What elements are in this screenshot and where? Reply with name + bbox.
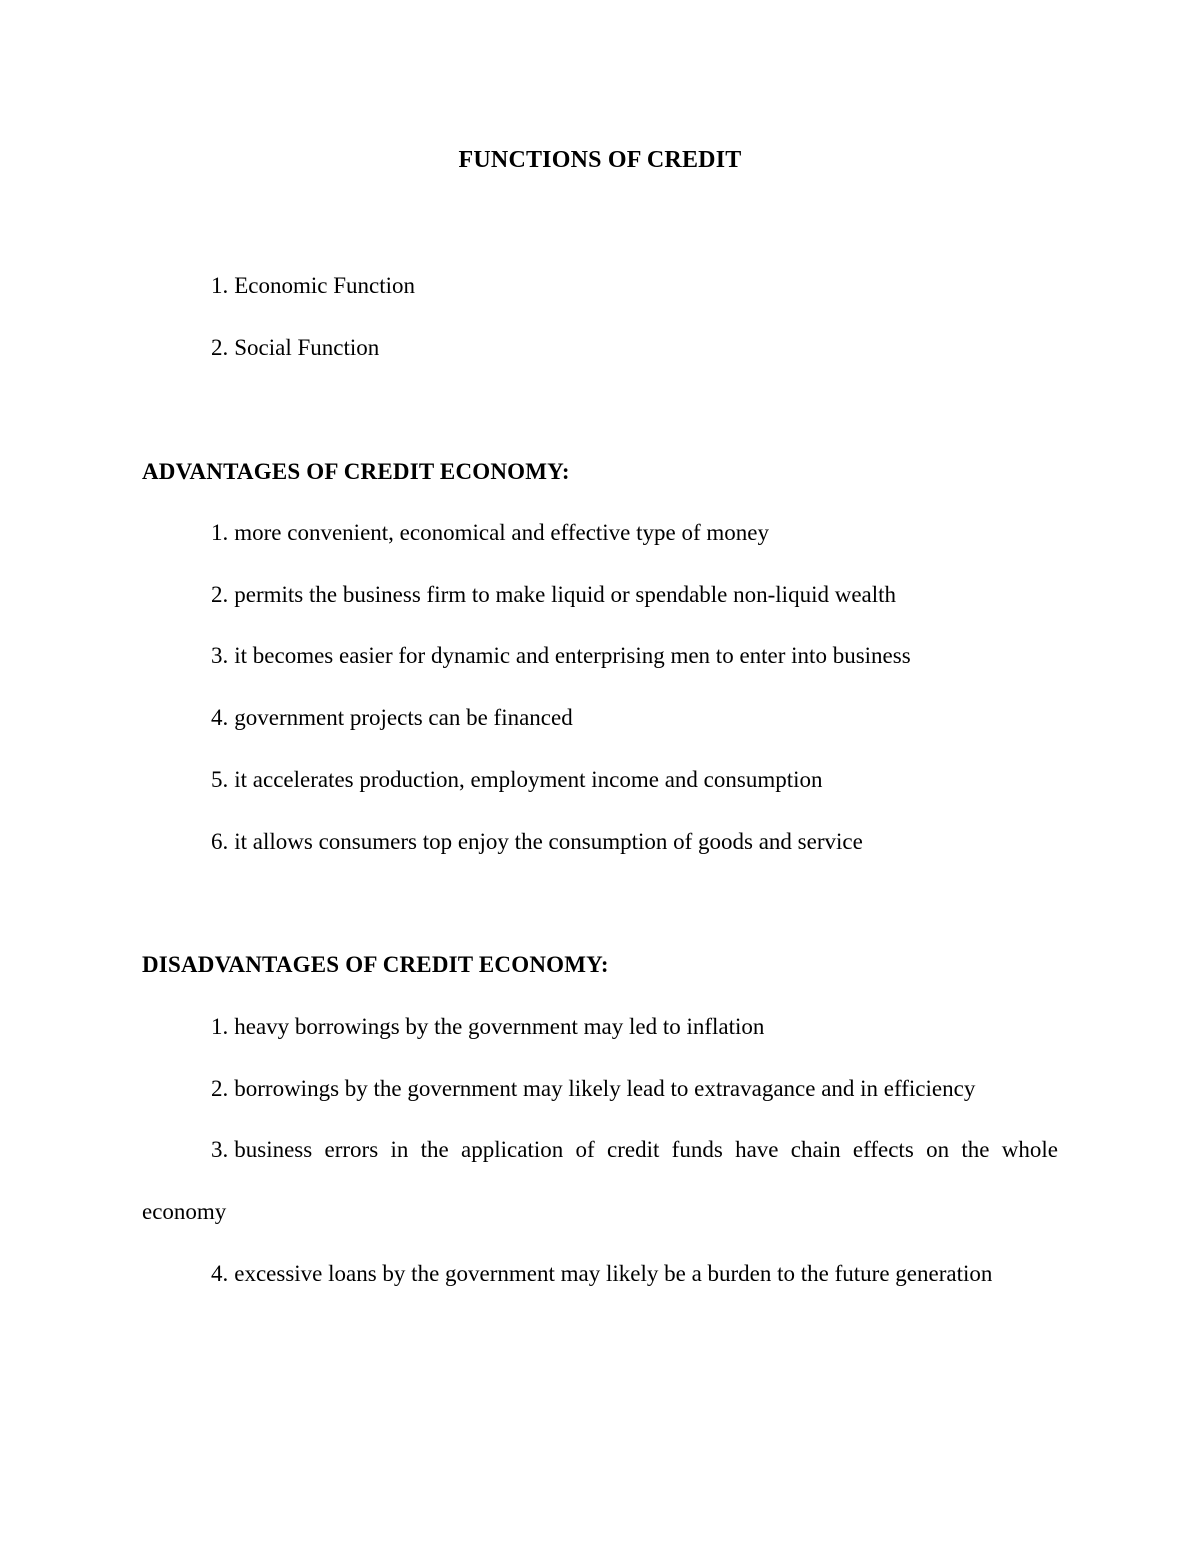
item-number: 2.	[211, 582, 229, 607]
disadvantage-item-1	[211, 1013, 764, 1041]
item-number: 5.	[211, 767, 229, 792]
item-text: government projects can be financed	[234, 705, 573, 730]
item-text: Economic Function	[234, 273, 416, 298]
advantages-heading: ADVANTAGES OF CREDIT ECONOMY:	[142, 459, 570, 484]
item-text: borrowings by the government may likely lead to extravagance and in efficiency	[234, 1076, 976, 1101]
function-item-2	[211, 334, 379, 362]
item-text: excessive loans by the government may likely be a burden to the future generation	[234, 1261, 993, 1286]
item-number: 1.	[211, 273, 229, 298]
disadvantages-heading: DISADVANTAGES OF CREDIT ECONOMY:	[142, 952, 609, 977]
item-text: it allows consumers top enjoy the consumption of goods and service	[234, 829, 863, 854]
item-text: more convenient, economical and effective type of money	[234, 520, 769, 545]
advantage-item-4	[211, 704, 573, 732]
item-text: permits the business firm to make liquid or spendable non-liquid wealth	[234, 582, 897, 607]
item-text: Social Function	[234, 335, 380, 360]
disadvantage-item-4	[142, 1243, 1058, 1305]
advantage-item-1	[211, 519, 769, 547]
item-text: it becomes easier for dynamic and enterprising men to enter into business	[234, 643, 911, 668]
item-number: 3.	[211, 643, 229, 668]
item-number: 6.	[211, 829, 229, 854]
item-number: 4.	[211, 1261, 229, 1286]
function-item-1	[211, 272, 415, 300]
advantage-item-6	[211, 828, 863, 856]
item-text: it accelerates production, employment income and consumption	[234, 767, 823, 792]
document-title: FUNCTIONS OF CREDIT	[458, 147, 742, 173]
item-number: 2.	[211, 335, 229, 360]
item-number: 1.	[211, 520, 229, 545]
disadvantage-item-2	[211, 1075, 975, 1103]
item-text: heavy borrowings by the government may led to inflation	[234, 1014, 765, 1039]
advantage-item-2	[211, 581, 896, 609]
disadvantage-item-3	[142, 1119, 1058, 1243]
item-text: business errors in the application of credit funds have chain effects on the whole economy	[142, 1137, 1058, 1224]
item-number: 3.	[211, 1137, 229, 1162]
item-number: 1.	[211, 1014, 229, 1039]
item-number: 4.	[211, 705, 229, 730]
advantage-item-3	[211, 642, 911, 670]
advantage-item-5	[211, 766, 823, 794]
item-number: 2.	[211, 1076, 229, 1101]
